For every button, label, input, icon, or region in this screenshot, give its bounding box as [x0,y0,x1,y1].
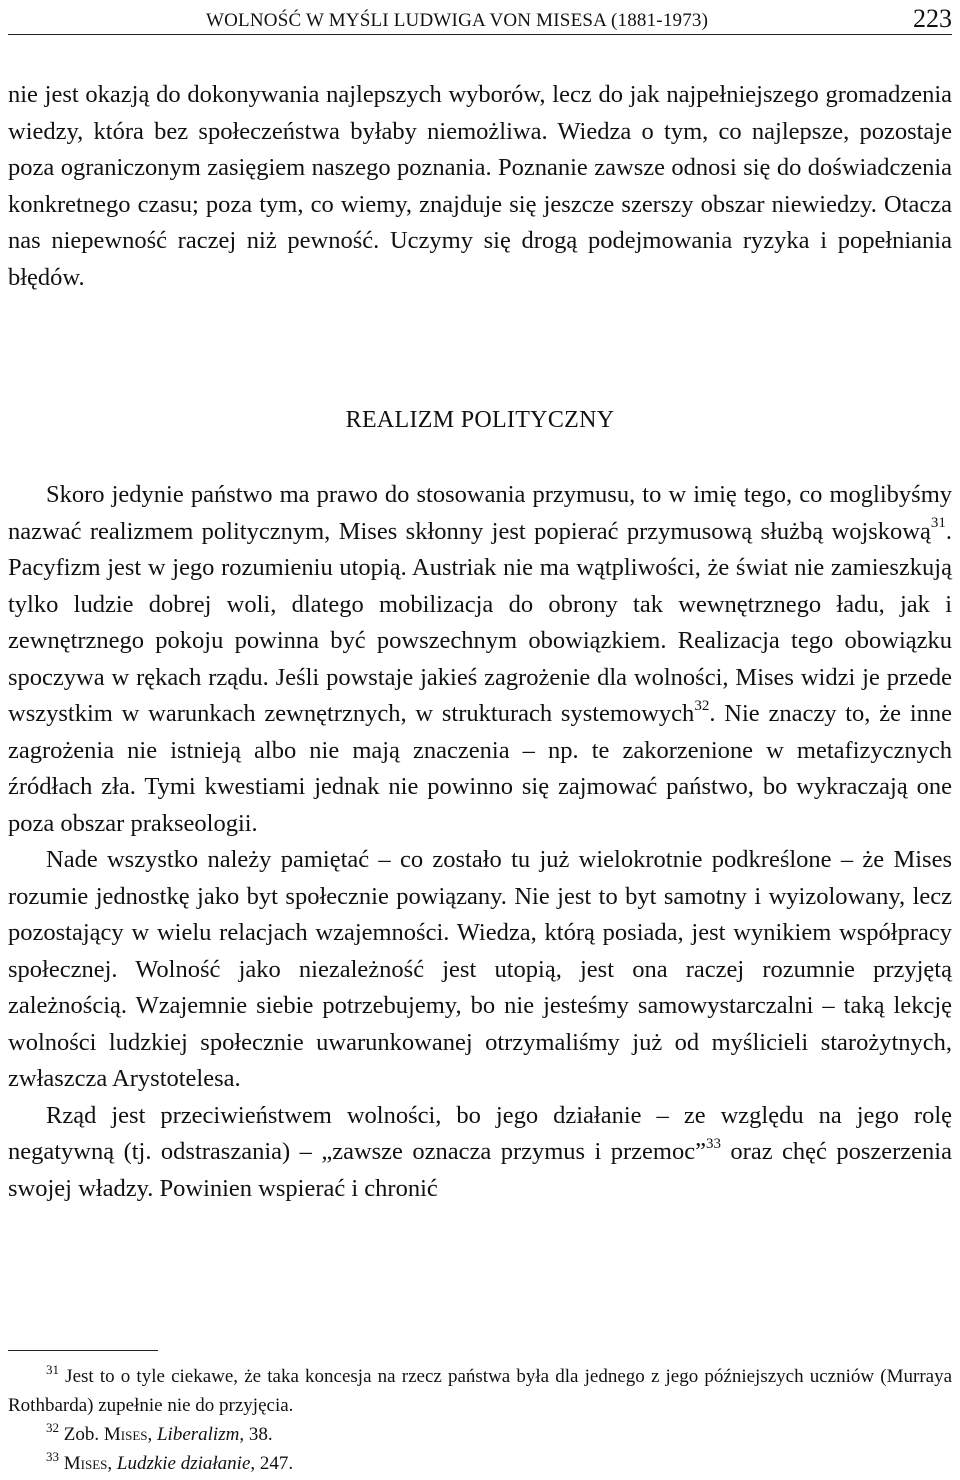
footnote-32: $^{32}$ Zob. Mises, Liberalizm, 38. [46,1419,273,1445]
footnote-number: 33 [46,1448,59,1464]
section-paragraph-1 [8,477,952,842]
footnote-number: 32 [46,1419,59,1435]
footnote-ref-32[interactable]: 32 [694,697,710,714]
footnote-31 [8,1362,952,1420]
intro-paragraph: nie jest okazją do dokonywania najlepszych wyborów, lecz do jak najpełniejszego gromadzenia wiedzy, która bez społeczeństwa byłaby niemożliwa. Wiedza o tym, co najlepsze, pozostaje poza ograniczonym zasięgiem naszego poznania. Poznanie zawsze odnosi się do doświadczenia konkretnego czasu; poza tym, co wiemy, znajduje się jeszcze szerszy obszar niewiedzy. Otacza nas niepewność raczej niż pewność. Uczymy się drogą podejmowania ryzyka i popełniania błędów. [8,81,952,291]
paragraph-text: Rząd jest przeciwieństwem wolności, bo jego działanie – ze względu na jego rolę negatywną (tj. odstraszania) – „zawsze oznacza przymus i przemoc” [8,1101,952,1165]
footnote-text: Jest to o tyle ciekawe, że taka koncesja na rzecz państwa była dla jednego z jego późniejszych uczniów (Murraya Rothbarda) zupełnie nie do przyjęcia. [8,1366,953,1416]
footnote-ref-33[interactable]: 33 [705,1135,721,1152]
footnote-author: Mises [103,1424,148,1445]
footnote-prefix: Zob. [63,1424,100,1445]
paragraph-text: . Pacyfizm jest w jego rozumieniu utopią. Austriak nie ma wątpliwości, że świat nie zamieszkują tylko ludzie dobrej woli, dlatego mobilizacja do obrony tak wewnętrznego ładu, jak i zewnętrznego pokoju powinna być powszechnym obowiązkiem. Realizacja tego obowiązku spoczywa w rękach rządu. Jeśli powstaje jakieś zagrożenie dla wolności, Mises widzi je przede wszystkim w warunkach zewnętrznych, w strukturach systemowych [8,517,952,727]
page-number: 223 [913,4,952,33]
footnote-author: Mises [63,1453,108,1474]
running-title: WOLNOŚĆ W MYŚLI LUDWIGA VON MISESA (1881-1973) [206,10,709,31]
footnotes [8,1362,952,1478]
footnote-rest: , 38. [239,1424,273,1445]
section-paragraph-3 [8,1098,952,1208]
footnote-rest: , 247. [250,1453,294,1474]
footnote-33: $^{33}$ Mises, Ludzkie działanie, 247. [46,1448,294,1474]
footnote-ref-31[interactable]: 31 [930,515,946,532]
section-heading: REALIZM POLITYCZNY [345,407,615,433]
section-body [8,477,952,1207]
footnote-title: Ludzkie działanie [116,1453,251,1474]
section-paragraph-2: Nade wszystko należy pamiętać – co zostało tu już wielokrotnie podkreślone – że Mises rozumie jednostkę jako byt społecznie powiązany. Nie jest to byt samotny i wyizolowany, lecz pozostający w wielu relacjach wzajemności. Wiedza, którą posiada, jest wynikiem współpracy społecznej. Wolność jako niezależność jest utopią, jest ona raczej rozumnie przyjętą zależnością. Wzajemnie siebie potrzebujemy, bo nie jesteśmy samowystarczalni – taką lekcję wolności ludzkiej społecznie uwarunkowanej otrzymaliśmy już od myślicieli starożytnych, zwłaszcza Arystotelesa. [8,846,952,1092]
footnote-separator [8,1350,158,1351]
paragraph-text: oraz chęć poszerzenia swojej władzy. Powinien wspierać i chronić [8,1138,952,1202]
paragraph-text: . Nie znaczy to, że inne zagrożenia nie istnieją albo nie mają znaczenia – np. te zakorzenione w metafizycznych źródłach zła. Tymi kwestiami jednak nie powinno się zajmować państwo, bo wykraczają one poza obszar prakseologii. [8,700,952,837]
footnote-title: Liberalizm [156,1424,240,1445]
paragraph-text: Skoro jedynie państwo ma prawo do stosowania przymusu, to w imię tego, co moglibyśmy nazwać realizmem politycznym, Mises skłonny jest popierać przymusową służbą wojskową [8,481,952,545]
footnote-number: 31 [46,1361,59,1377]
running-header [8,4,952,35]
intro-text-block [8,77,952,296]
